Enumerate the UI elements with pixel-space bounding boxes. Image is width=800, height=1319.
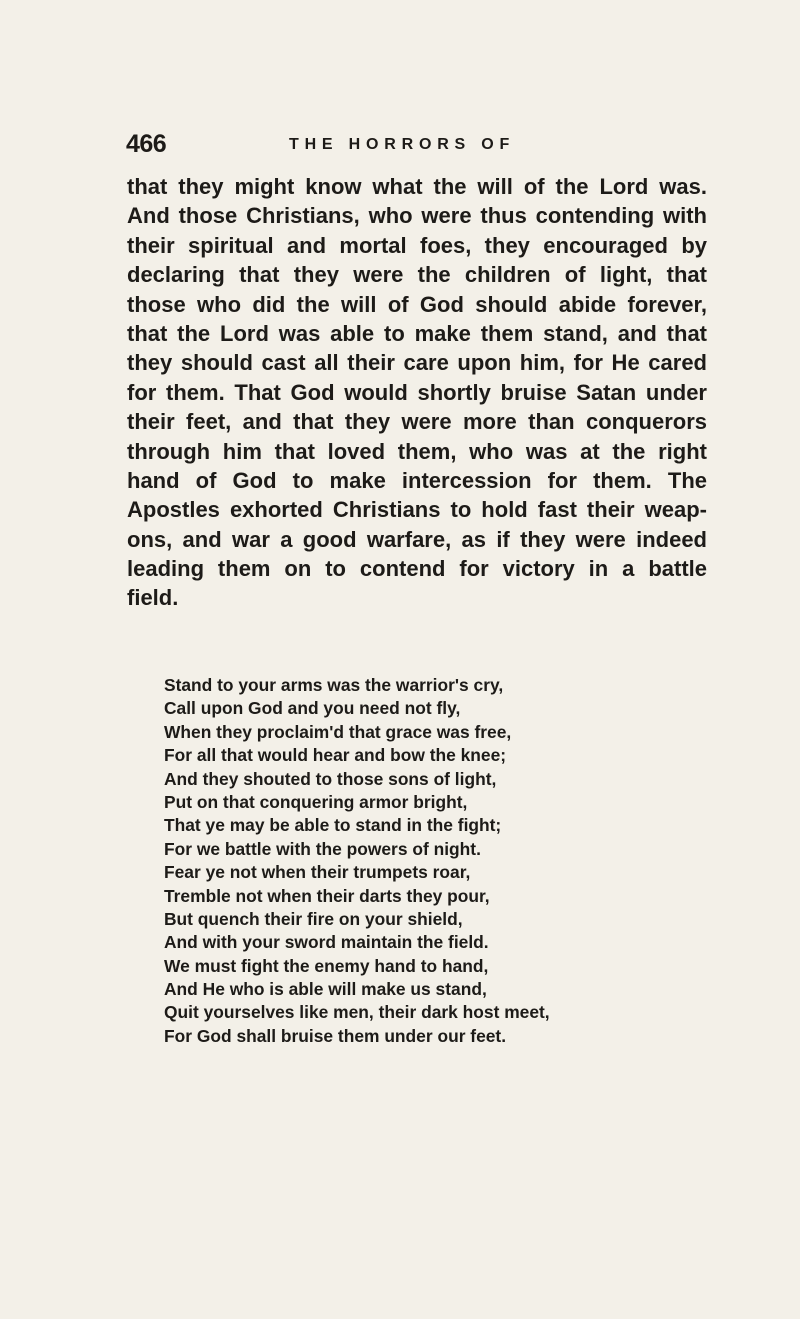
prose-line: those who did the will of God should abide forever, xyxy=(127,291,707,317)
prose-line: through him that loved them, who was at the right xyxy=(127,438,707,464)
prose-line: that they might know what the will of the Lord was. xyxy=(127,174,707,199)
poem-line: Quit yourselves like men, their dark host meet, xyxy=(164,1002,550,1023)
poem-line: We must fight the enemy hand to hand, xyxy=(164,955,489,976)
page-header xyxy=(126,130,666,170)
prose-line: declaring that they were the children of light, that xyxy=(127,262,707,288)
prose-line: for them. That God would shortly bruise Satan under xyxy=(127,379,707,405)
poem-line: For God shall bruise them under our feet. xyxy=(164,1025,507,1046)
poem-line: That ye may be able to stand in the fight; xyxy=(164,815,502,836)
prose-line: their feet, and that they were more than conquerors xyxy=(127,409,707,435)
prose-line: field. xyxy=(127,585,179,611)
prose-line: Apostles exhorted Christians to hold fast their weap- xyxy=(127,497,707,523)
prose-line: ons, and war a good warfare, as if they were indeed xyxy=(127,526,707,552)
poem-line: And He who is able will make us stand, xyxy=(164,979,487,1000)
prose-line: hand of God to make intercession for them. The xyxy=(127,467,707,493)
poem-line: But quench their fire on your shield, xyxy=(164,908,463,929)
poem-line: And they shouted to those sons of light, xyxy=(164,768,497,789)
prose-line: leading them on to contend for victory in a battle xyxy=(127,556,707,582)
prose-paragraph xyxy=(127,172,707,613)
poem-line: Put on that conquering armor bright, xyxy=(164,791,468,812)
running-head: THE HORRORS OF xyxy=(289,136,516,153)
prose-line: And those Christians, who were thus contending with xyxy=(127,203,707,229)
poem-stanza xyxy=(164,674,550,1048)
poem-line: Fear ye not when their trumpets roar, xyxy=(164,862,471,883)
poem-line: Call upon God and you need not fly, xyxy=(164,698,461,719)
prose-line: that the Lord was able to make them stand, and that xyxy=(127,320,707,346)
poem-line: And with your sword maintain the field. xyxy=(164,932,489,953)
poem-line: When they proclaim'd that grace was free, xyxy=(164,721,512,742)
poem-line: For all that would hear and bow the knee; xyxy=(164,745,507,766)
poem-line: Tremble not when their darts they pour, xyxy=(164,885,490,906)
prose-line: their spiritual and mortal foes, they encouraged by xyxy=(127,232,707,258)
poem-line: For we battle with the powers of night. xyxy=(164,838,481,859)
prose-line: they should cast all their care upon him, for He cared xyxy=(127,350,707,376)
page-number: 466 xyxy=(126,130,167,158)
poem-line: Stand to your arms was the warrior's cry, xyxy=(164,675,504,695)
